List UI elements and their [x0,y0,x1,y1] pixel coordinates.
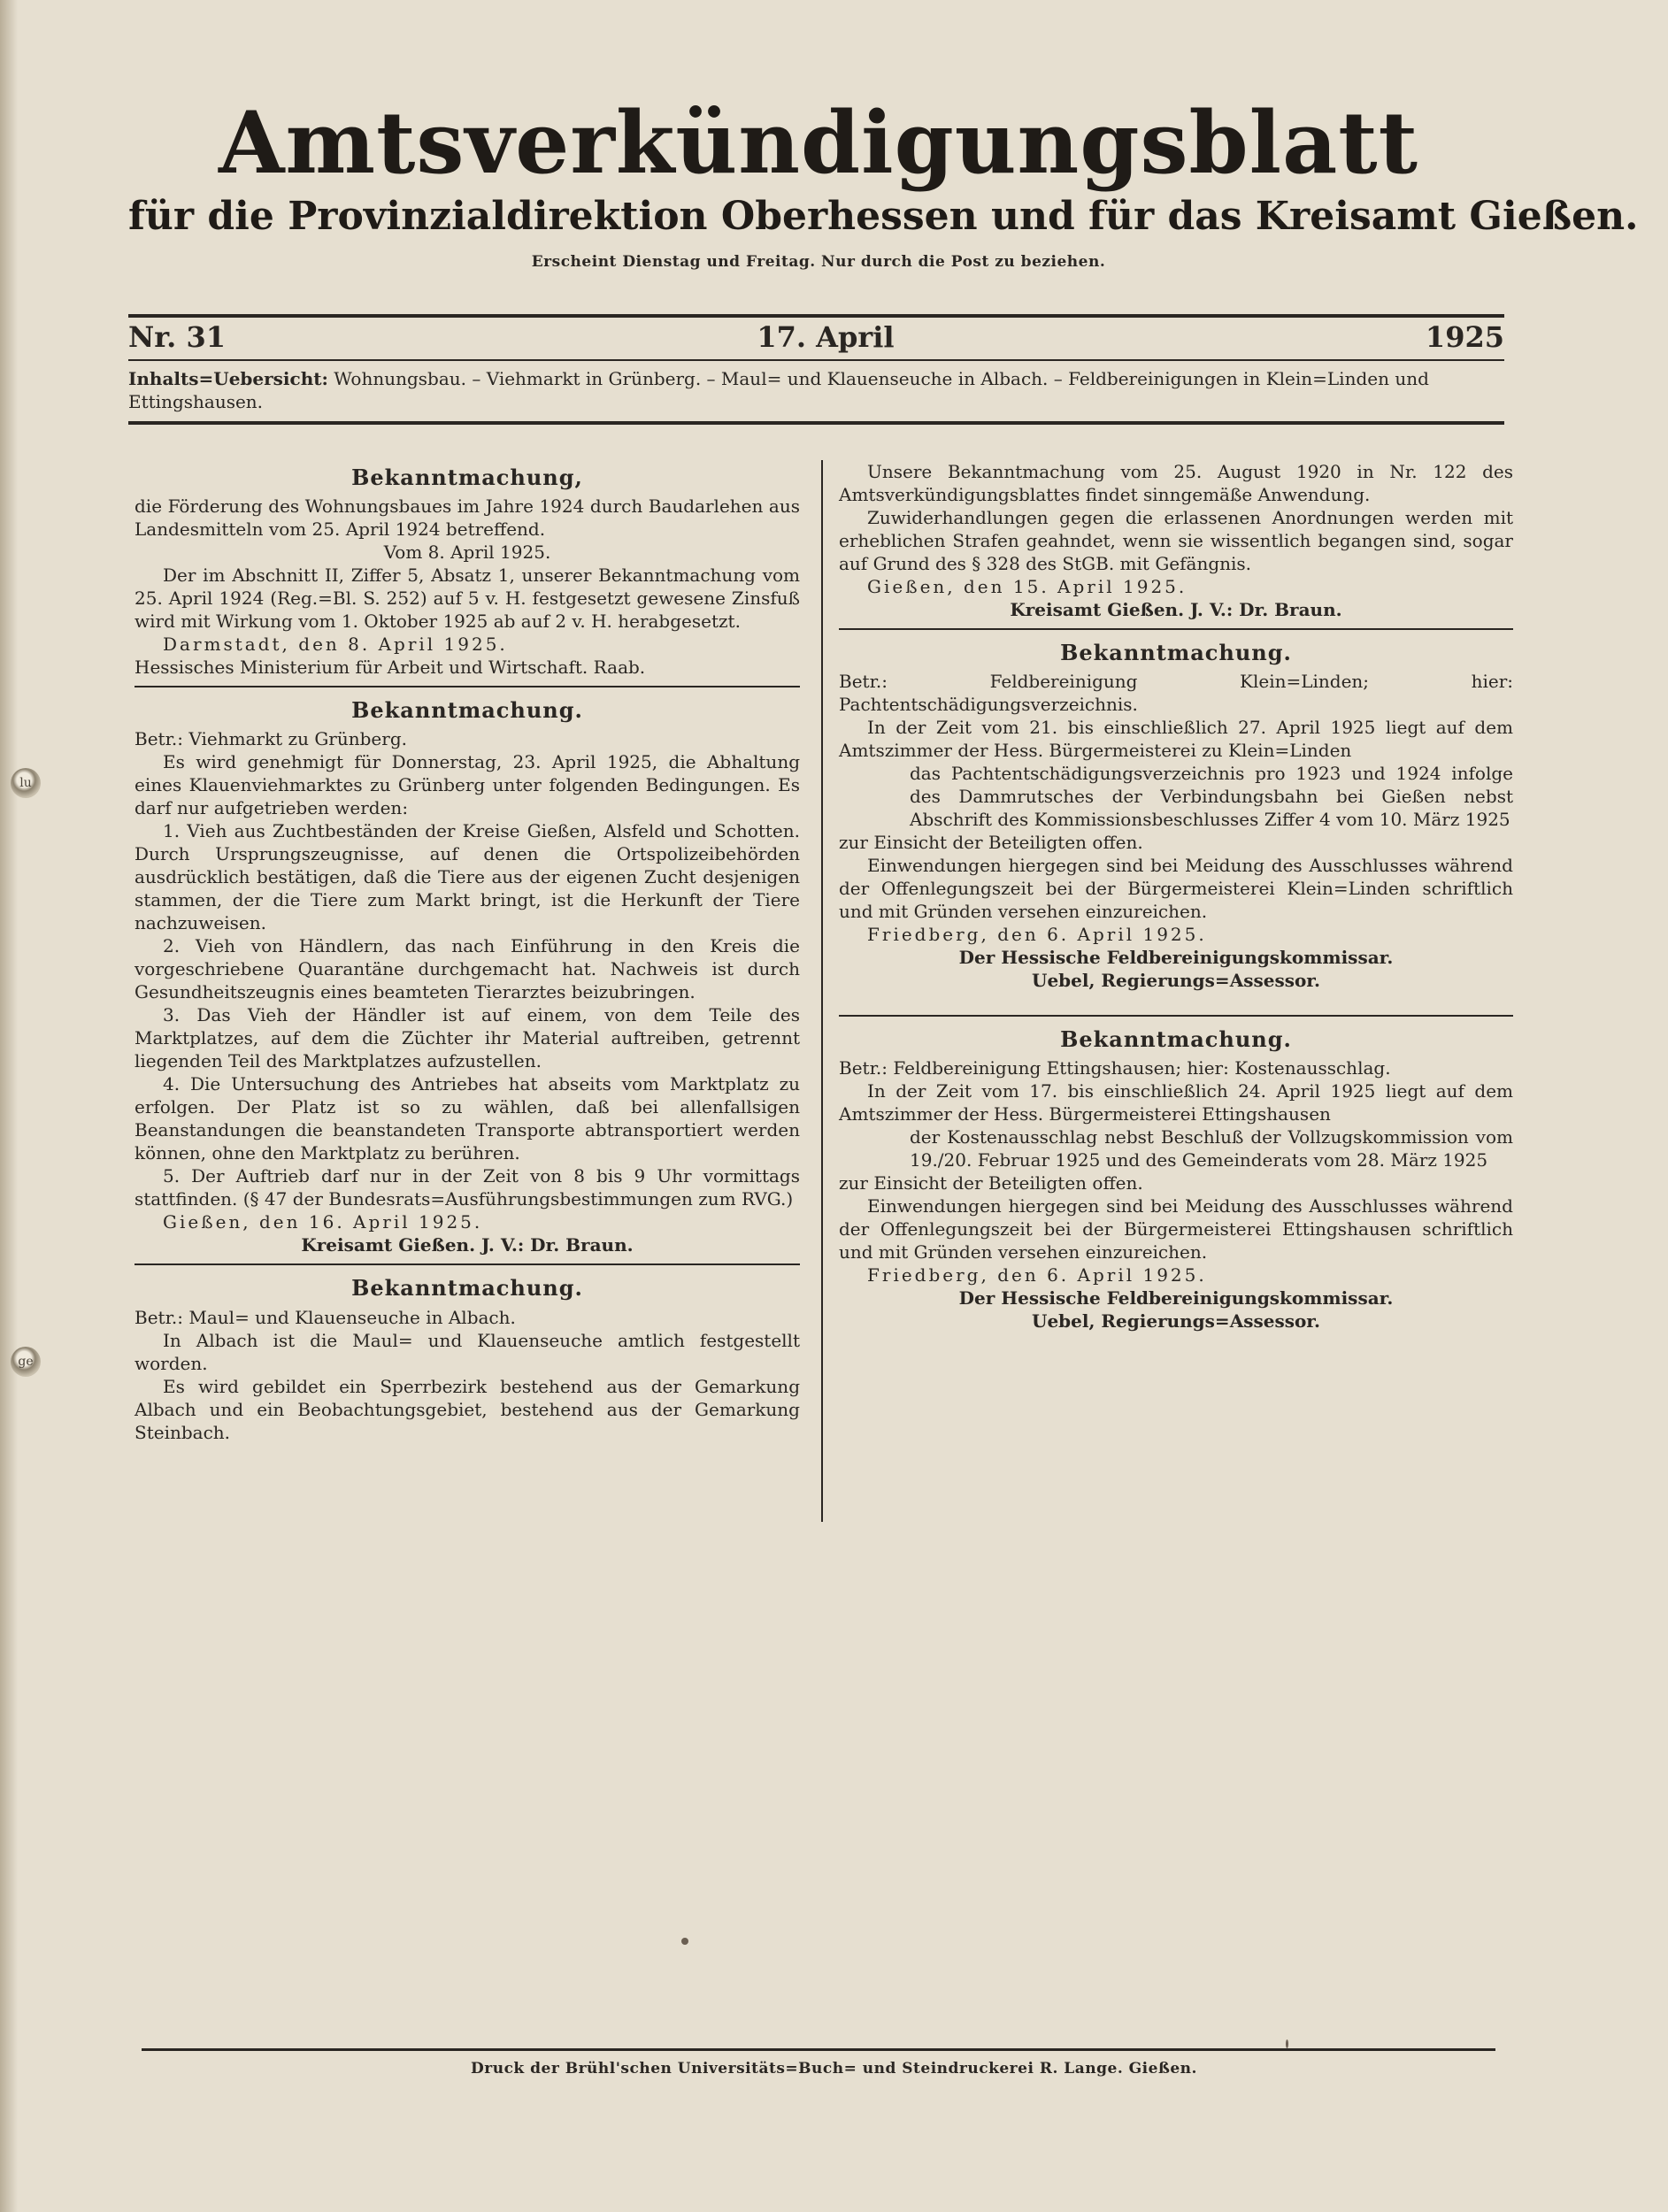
notice-paragraph: der Kostenausschlag nebst Beschluß der Vollzugskommission vom 19./20. Februar 1925 und des Gemeinderats vom 28. März 1925 [910,1126,1513,1171]
masthead [128,93,1639,271]
notice-paragraph: Unsere Bekanntmachung vom 25. August 1920 in Nr. 122 des Amtsverkündigungsblattes findet sinngemäße Anwendung. [839,461,1513,505]
notice-subject: Betr.: Feldbereinigung Klein=Linden; hier: Pachtentschädigungsverzeichnis. [839,671,1513,716]
notice-signature: Kreisamt Gießen. J. V.: Dr. Braun. [1010,599,1342,620]
column-right [839,460,1513,1340]
notice-paragraph: das Pachtentschädigungsverzeichnis pro 1923 und 1924 infolge des Dammrutsches der Verbindungsbahn bei Gießen nebst Abschrift des Kommissionsbeschlusses Ziffer 4 vom 10. März 1925 [910,763,1513,831]
notice-date-line: Vom 8. April 1925. [383,541,551,564]
list-item: 4. Die Untersuchung des Antriebes hat abseits vom Marktplatz zu erfolgen. Der Platz ist so zu wählen, daß bei allenfallsigen Beanstandungen die beanstandeten Transporte abtransportiert werden können, ohne den Marktplatz zu berühren. [135,1073,800,1164]
issue-number: Nr. 31 [128,320,226,354]
notice-subject: Betr.: Feldbereinigung Ettingshausen; hier: Kostenausschlag. [839,1057,1391,1079]
rule-under-contents [128,421,1504,425]
publication-note: Erscheint Dienstag und Freitag. Nur durch die Post zu beziehen. [531,252,1106,271]
rule-under-issue [128,359,1504,361]
notice-paragraph: Es wird gebildet ein Sperrbezirk bestehend aus der Gemarkung Albach und ein Beobachtungsgebiet, bestehend aus der Gemarkung Steinbach. [135,1375,800,1443]
notice-klein-linden [839,639,1513,992]
notice-ettingshausen [839,1025,1513,1333]
column-left [135,460,800,1451]
notice-place-date: Gießen, den 16. April 1925. [163,1211,483,1233]
notice-subject: Betr.: Viehmarkt zu Grünberg. [135,728,407,750]
notice-intro: Es wird genehmigt für Donnerstag, 23. April 1925, die Abhaltung eines Klauenviehmarktes zu Grünberg unter folgenden Bedingungen. Es darf nur aufgetrieben werden: [135,751,800,819]
notice-signature: Der Hessische Feldbereinigungskommissar. [958,1287,1394,1310]
notice-divider [135,686,800,687]
notice-paragraph: Zuwiderhandlungen gegen die erlassenen Anordnungen werden mit erheblichen Strafen geahndet, wenn sie wissentlich begangen sind, sogar auf Grund des § 328 des StGB. mit Gefängnis. [839,507,1513,574]
notice-title: Bekanntmachung. [351,697,583,724]
notice-subject: die Förderung des Wohnungsbaues im Jahre 1924 durch Baudarlehen aus Landesmitteln vom 25. April 1924 betreffend. [135,495,800,541]
notice-title: Bekanntmachung. [1060,1026,1292,1053]
notice-title: Bekanntmachung. [1060,640,1292,665]
notice-paragraph: zur Einsicht der Beteiligten offen. [839,1172,1143,1194]
notice-foot-and-mouth [135,1274,800,1443]
notice-place-date: Darmstadt, den 8. April 1925. [163,634,508,656]
issue-row [128,320,1504,354]
list-item: 2. Vieh von Händlern, das nach Einführung in den Kreis die vorgeschriebene Quarantäne durchgemacht hat. Nachweis ist durch Gesundheitszeugnis eines beamteten Tierarztes beizubringen. [135,935,800,1003]
notice-paragraph: In Albach ist die Maul= und Klauenseuche amtlich festgestellt worden. [135,1329,800,1374]
notice-place-date: Friedberg, den 6. April 1925. [867,924,1207,946]
column-divider [821,460,823,1522]
notice-cattle-market [135,696,800,1256]
contents-text: Wohnungsbau. – Viehmarkt in Grünberg. – Maul= und Klauenseuche in Albach. – Feldbereinigungen in Klein=Linden und Ettingshausen. [128,368,1429,412]
notice-title: Bekanntmachung. [351,1275,583,1302]
issue-date: 17. April [757,320,895,354]
notice-paragraph: In der Zeit vom 17. bis einschließlich 24. April 1925 liegt auf dem Amtszimmer der Hess. Bürgermeisterei Ettingshausen [839,1080,1513,1125]
notice-signature: Hessisches Ministerium für Arbeit und Wirtschaft. Raab. [135,657,646,679]
notice-signature: Uebel, Regierungs=Assessor. [1032,1310,1320,1333]
notice-title: Bekanntmachung, [351,465,583,490]
notice-divider [839,1015,1513,1017]
newspaper-title: Amtsverkündigungsblatt [219,93,1418,193]
contents-label: Inhalts=Uebersicht: [128,368,328,389]
notice-foot-and-mouth-continued [839,460,1513,621]
paper-speck [1286,2039,1288,2048]
printer-imprint: Druck der Brühl'schen Universitäts=Buch= und Steindruckerei R. Lange. Gießen. [471,2060,1197,2078]
notice-place-date: Friedberg, den 6. April 1925. [867,1264,1207,1286]
notice-divider [839,628,1513,630]
notice-subject: Betr.: Maul= und Klauenseuche in Albach. [135,1306,516,1328]
issue-year: 1925 [1425,320,1504,354]
notice-paragraph: In der Zeit vom 21. bis einschließlich 27. April 1925 liegt auf dem Amtszimmer der Hess. Bürgermeisterei zu Klein=Linden [839,717,1513,762]
newspaper-subtitle: für die Provinzialdirektion Oberhessen und für das Kreisamt Gießen. [128,193,1639,239]
notice-paragraph: Einwendungen hiergegen sind bei Meidung des Ausschlusses während der Offenlegungszeit bei der Bürgermeisterei Klein=Linden schriftlich und mit Gründen versehen einzureichen. [839,855,1513,923]
notice-place-date: Gießen, den 15. April 1925. [867,576,1188,597]
notice-signature: Der Hessische Feldbereinigungskommissar. [958,947,1394,969]
page-edge [0,0,18,2212]
notice-signature: Kreisamt Gießen. J. V.: Dr. Braun. [301,1234,634,1256]
notice-housing [135,464,800,679]
table-of-contents [128,367,1509,413]
list-item: 5. Der Auftrieb darf nur in der Zeit von 8 bis 9 Uhr vormittags stattfinden. (§ 47 der Bundesrats=Ausführungsbestimmungen zum RVG.) [135,1165,800,1210]
notice-paragraph: zur Einsicht der Beteiligten offen. [839,832,1143,854]
list-item: 1. Vieh aus Zuchtbeständen der Kreise Gießen, Alsfeld und Schotten. Durch Ursprungszeugnisse, auf denen die Ortspolizeibehörden ausdrücklich bestätigen, daß die Tiere aus der eigenen Zucht desjenigen stammen, der die Tiere zum Markt bringt, ist die Herkunft der Tiere nachzuweisen. [135,820,800,934]
notice-signature: Uebel, Regierungs=Assessor. [1032,970,1320,992]
paper-speck [681,1938,688,1945]
rule-footer [142,2048,1495,2051]
list-item: 3. Das Vieh der Händler ist auf einem, von dem Teile des Marktplatzes, auf dem die Züchter ihr Material auftreiben, getrennt liegenden Teil des Marktplatzes aufzustellen. [135,1004,800,1072]
notice-body: Der im Abschnitt II, Ziffer 5, Absatz 1, unserer Bekanntmachung vom 25. April 1924 (Reg.=Bl. S. 252) auf 5 v. H. festgesetzt gewesene Zinsfuß wird mit Wirkung vom 1. Oktober 1925 ab auf 2 v. H. herabgesetzt. [135,565,800,633]
rule-top [128,314,1504,318]
notice-paragraph: Einwendungen hiergegen sind bei Meidung des Ausschlusses während der Offenlegungszeit bei der Bürgermeisterei Ettingshausen schriftlich und mit Gründen versehen einzureichen. [839,1195,1513,1263]
binding-hole-lower: ge [11,1347,41,1377]
notice-divider [135,1263,800,1265]
binding-hole-upper: lu [11,768,41,798]
